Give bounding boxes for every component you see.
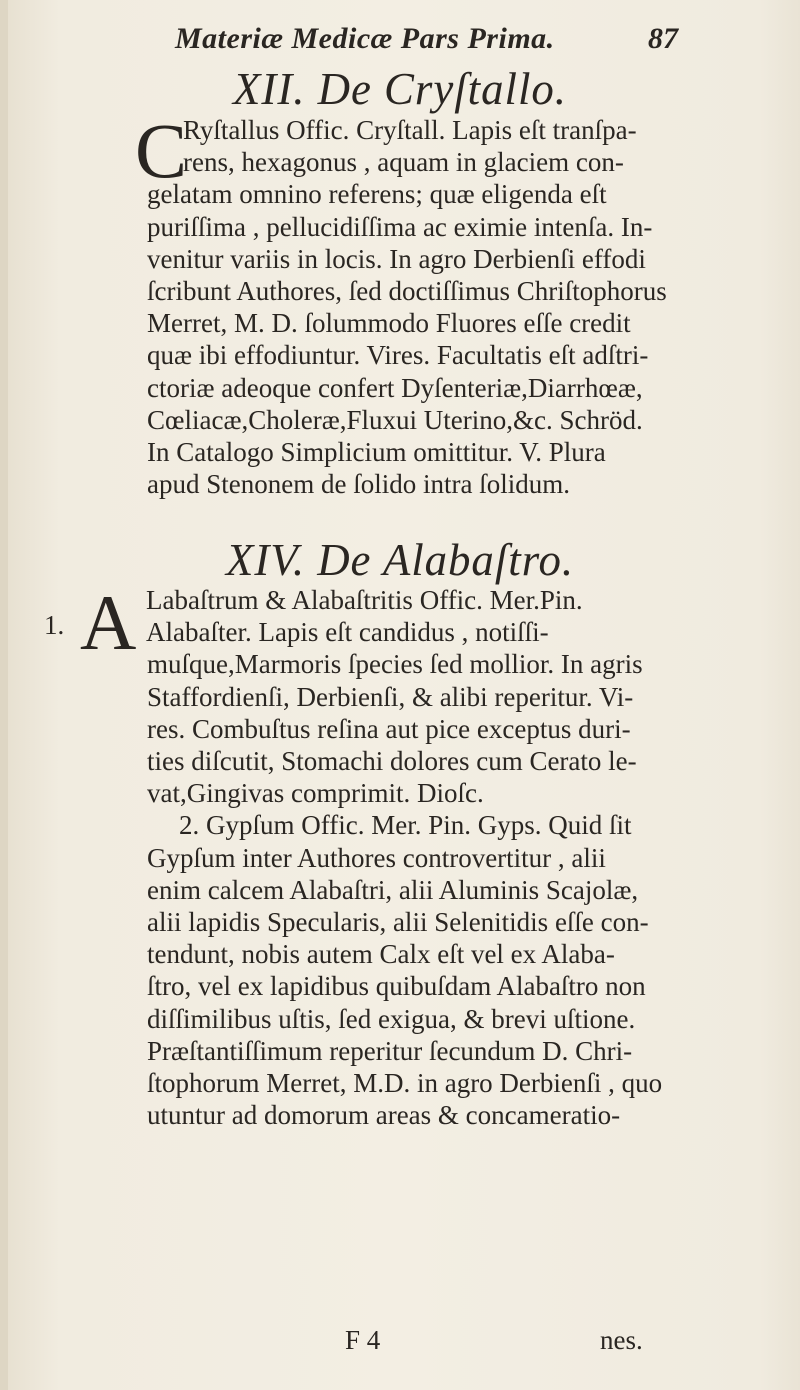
text-line: Merret, M. D. ſolummodo Fluores eſſe credit	[147, 308, 631, 339]
text-line: rens, hexagonus , aquam in glaciem con-	[183, 147, 624, 178]
catchword: nes.	[600, 1325, 643, 1355]
text-line: Labaſtrum & Alabaſtritis Offic. Mer.Pin.	[146, 585, 583, 615]
text-line: apud Stenonem de ſolido intra ſolidum.	[147, 469, 570, 500]
page-number: 87	[648, 22, 678, 55]
running-title: Materiæ Medicæ Pars Prima.	[175, 22, 555, 55]
text-line: gelatam omnino referens; quæ eligenda eſt	[147, 179, 607, 210]
text-line: Præſtantiſſimum reperitur ſecundum D. Chri-	[147, 1035, 633, 1066]
text-line: vat,Gingivas comprimit. Dioſc.	[147, 778, 484, 809]
text-line: enim calcem Alabaſtri, alii Aluminis Scajolæ,	[147, 874, 639, 905]
text-line: muſque,Marmoris ſpecies ſed mollior. In agris	[147, 649, 643, 680]
signature-mark: F 4	[345, 1325, 381, 1355]
text-line: Alabaſter. Lapis eſt candidus , notiſſi-	[146, 617, 549, 648]
text-line: Staffordienſi, Derbienſi, & alibi reperitur. Vi-	[147, 681, 634, 712]
text-line: ſcribunt Authores, ſed doctiſſimus Chriſtophorus	[147, 276, 667, 306]
text-line: Cœliacæ,Choleræ,Fluxui Uterino,&c. Schröd.	[147, 404, 643, 435]
drop-cap-a: A	[80, 579, 137, 666]
text-line: Gypſum inter Authores controvertitur , alii	[147, 842, 606, 873]
text-line: venitur variis in locis. In agro Derbienſi effodi	[147, 243, 646, 274]
text-line: res. Combuſtus reſina aut pice exceptus duri-	[147, 713, 631, 744]
text-line: ties diſcutit, Stomachi dolores cum Cerato le-	[147, 746, 637, 776]
text-line: In Catalogo Simplicium omittitur. V. Plura	[147, 437, 606, 467]
text-line: tendunt, nobis autem Calx eſt vel ex Alaba-	[147, 939, 615, 970]
text-line: ctoriæ adeoque confert Dyſenteriæ,Diarrhœæ,	[147, 372, 643, 403]
page-edge	[0, 0, 8, 1390]
text-line: Ryſtallus Offic. Cryſtall. Lapis eſt tranſpa-	[183, 115, 637, 145]
text-line: diſſimilibus uſtis, ſed exigua, & brevi uſtione.	[147, 1003, 636, 1034]
section-heading-alabastro: XIV. De Alabaſtro.	[225, 534, 575, 585]
section-heading-crystallo: XII. De Cryſtallo.	[233, 63, 567, 114]
text-line: 2. Gypſum Offic. Mer. Pin. Gyps. Quid ſit	[179, 810, 632, 841]
text-line: utuntur ad domorum areas & concameratio-	[147, 1100, 621, 1131]
running-head	[0, 16, 800, 60]
item-number: 1.	[44, 610, 65, 640]
drop-cap-c: C	[135, 107, 188, 194]
text-line: ſtro, vel ex lapidibus quibuſdam Alabaſtro non	[147, 971, 646, 1002]
text-line: alii lapidis Specularis, alii Selenitidis eſſe con-	[147, 907, 649, 937]
text-line: ſtophorum Merret, M.D. in agro Derbienſi , quo	[147, 1068, 663, 1098]
text-line: quæ ibi effodiuntur. Vires. Facultatis eſt adſtri-	[147, 340, 649, 371]
text-line: puriſſima , pellucidiſſima ac eximie intenſa. In-	[147, 211, 653, 242]
